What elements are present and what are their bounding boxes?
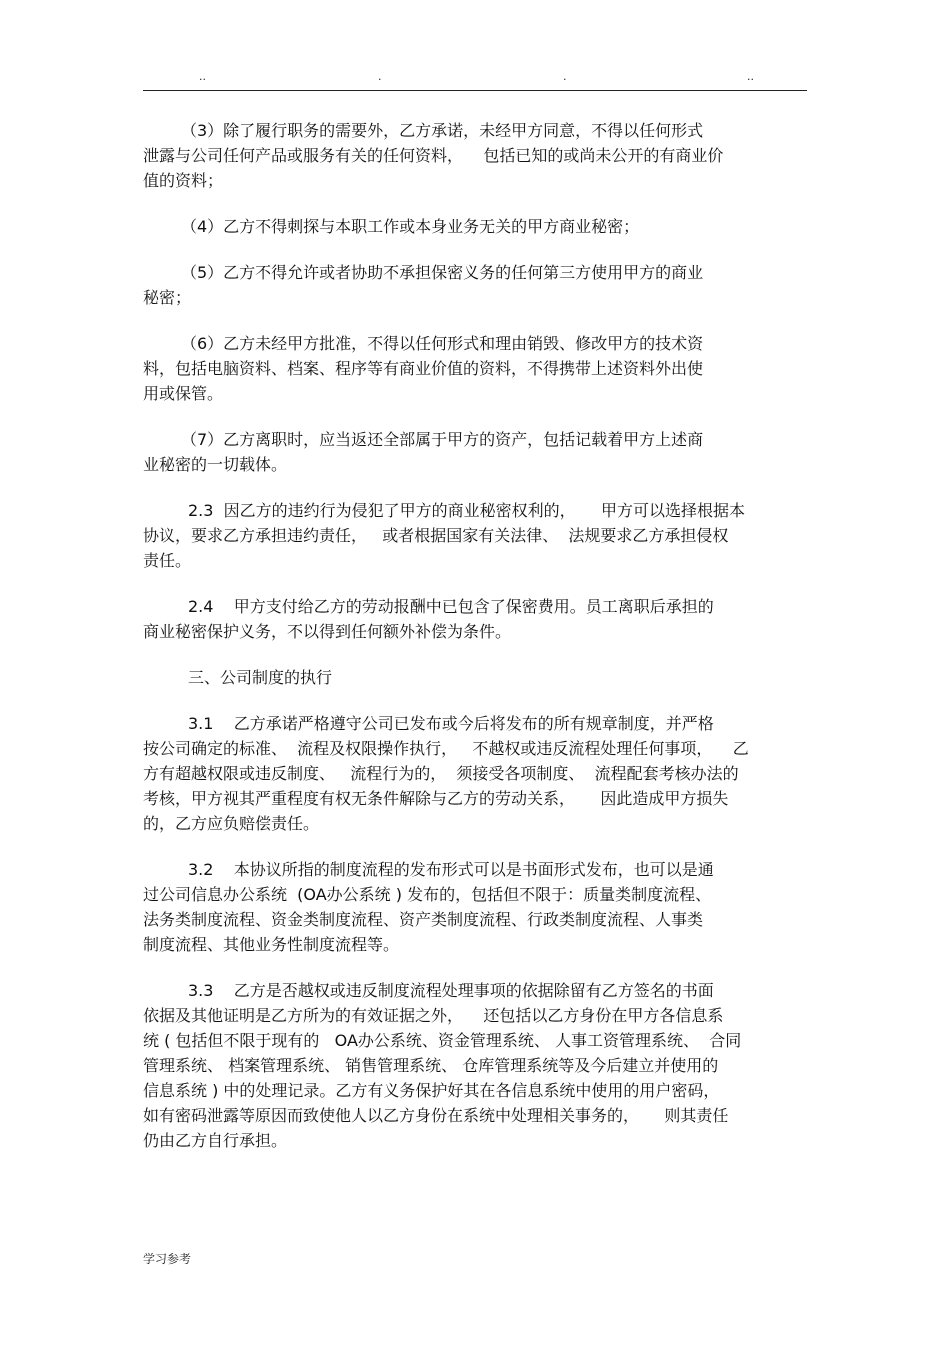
text-line: 商业秘密保护义务，不以得到任何额外补偿为条件。 (143, 622, 512, 641)
text-line: 责任。 (143, 551, 192, 570)
text-line: 管理系统、 档案管理系统、 销售管理系统、 仓库管理系统等及今后建立并使用的 (143, 1056, 719, 1075)
page-header-marks (143, 70, 807, 86)
text-line: 信息系统 ) 中的处理记录。乙方有义务保护好其在各信息系统中使用的用户密码， (143, 1081, 720, 1100)
text-line: 统 ( 包括但不限于现有的 OA办公系统、资金管理系统、 人事工资管理系统、 合同 (143, 1031, 742, 1050)
text-line: 按公司确定的标准、 流程及权限操作执行， 不越权或违反流程处理任何事项， 乙 (143, 739, 749, 758)
section-title: 三、公司制度的执行 (188, 668, 333, 687)
text-line: （3）除了履行职务的需要外，乙方承诺，未经甲方同意，不得以任何形式 (181, 121, 704, 140)
text-line: 的，乙方应负赔偿责任。 (143, 814, 320, 833)
header-rule (143, 90, 807, 91)
header-mark: . (563, 70, 567, 83)
text-line: （6）乙方未经甲方批准，不得以任何形式和理由销毁、修改甲方的技术资 (181, 334, 704, 353)
paragraph-clause-5 (143, 260, 807, 310)
paragraph-clause-7 (143, 427, 807, 477)
paragraph-2-4 (143, 594, 807, 644)
document-body (143, 118, 807, 1174)
text-line: 值的资料； (143, 171, 224, 190)
text-line: 如有密码泄露等原因而致使他人以乙方身份在系统中处理相关事务的， 则其责任 (143, 1106, 729, 1125)
text-line: （5）乙方不得允许或者协助不承担保密义务的任何第三方使用甲方的商业 (181, 263, 704, 282)
text-line: （7）乙方离职时，应当返还全部属于甲方的资产，包括记载着甲方上述商 (181, 430, 704, 449)
paragraph-2-3 (143, 498, 807, 573)
header-mark: .. (747, 70, 754, 83)
page-footer: 学习参考 (143, 1252, 192, 1266)
text-line: 3.2 本协议所指的制度流程的发布形式可以是书面形式发布，也可以是通 (188, 860, 714, 879)
paragraph-clause-6 (143, 331, 807, 406)
paragraph-3-3 (143, 978, 807, 1153)
paragraph-clause-3 (143, 118, 807, 193)
text-line: （4）乙方不得刺探与本职工作或本身业务无关的甲方商业秘密； (181, 217, 640, 236)
text-line: 料，包括电脑资料、档案、程序等有商业价值的资料，不得携带上述资料外出使 (143, 359, 704, 378)
paragraph-clause-4 (143, 214, 807, 239)
section-heading (143, 665, 807, 690)
text-line: 秘密； (143, 288, 192, 307)
paragraph-3-2 (143, 857, 807, 957)
text-line: 2.3 因乙方的违约行为侵犯了甲方的商业秘密权利的， 甲方可以选择根据本 (188, 501, 746, 520)
header-mark: . (378, 70, 382, 83)
header-mark: .. (199, 70, 206, 83)
paragraph-3-1 (143, 711, 807, 836)
text-line: 泄露与公司任何产品或服务有关的任何资料， 包括已知的或尚未公开的有商业价 (143, 146, 724, 165)
text-line: 仍由乙方自行承担。 (143, 1131, 288, 1150)
text-line: 3.3 乙方是否越权或违反制度流程处理事项的依据除留有乙方签名的书面 (188, 981, 714, 1000)
text-line: 考核，甲方视其严重程度有权无条件解除与乙方的劳动关系， 因此造成甲方损失 (143, 789, 729, 808)
text-line: 法务类制度流程、资金类制度流程、资产类制度流程、行政类制度流程、人事类 (143, 910, 704, 929)
text-line: 业秘密的一切载体。 (143, 455, 288, 474)
text-line: 制度流程、其他业务性制度流程等。 (143, 935, 400, 954)
text-line: 方有超越权限或违反制度、 流程行为的， 须接受各项制度、 流程配套考核办法的 (143, 764, 739, 783)
text-line: 2.4 甲方支付给乙方的劳动报酬中已包含了保密费用。员工离职后承担的 (188, 597, 714, 616)
text-line: 3.1 乙方承诺严格遵守公司已发布或今后将发布的所有规章制度，并严格 (188, 714, 714, 733)
text-line: 用或保管。 (143, 384, 224, 403)
text-line: 依据及其他证明是乙方所为的有效证据之外， 还包括以乙方身份在甲方各信息系 (143, 1006, 724, 1025)
text-line: 协议，要求乙方承担违约责任， 或者根据国家有关法律、 法规要求乙方承担侵权 (143, 526, 729, 545)
text-line: 过公司信息办公系统 (OA办公系统 ) 发布的，包括但不限于：质量类制度流程、 (143, 885, 712, 904)
